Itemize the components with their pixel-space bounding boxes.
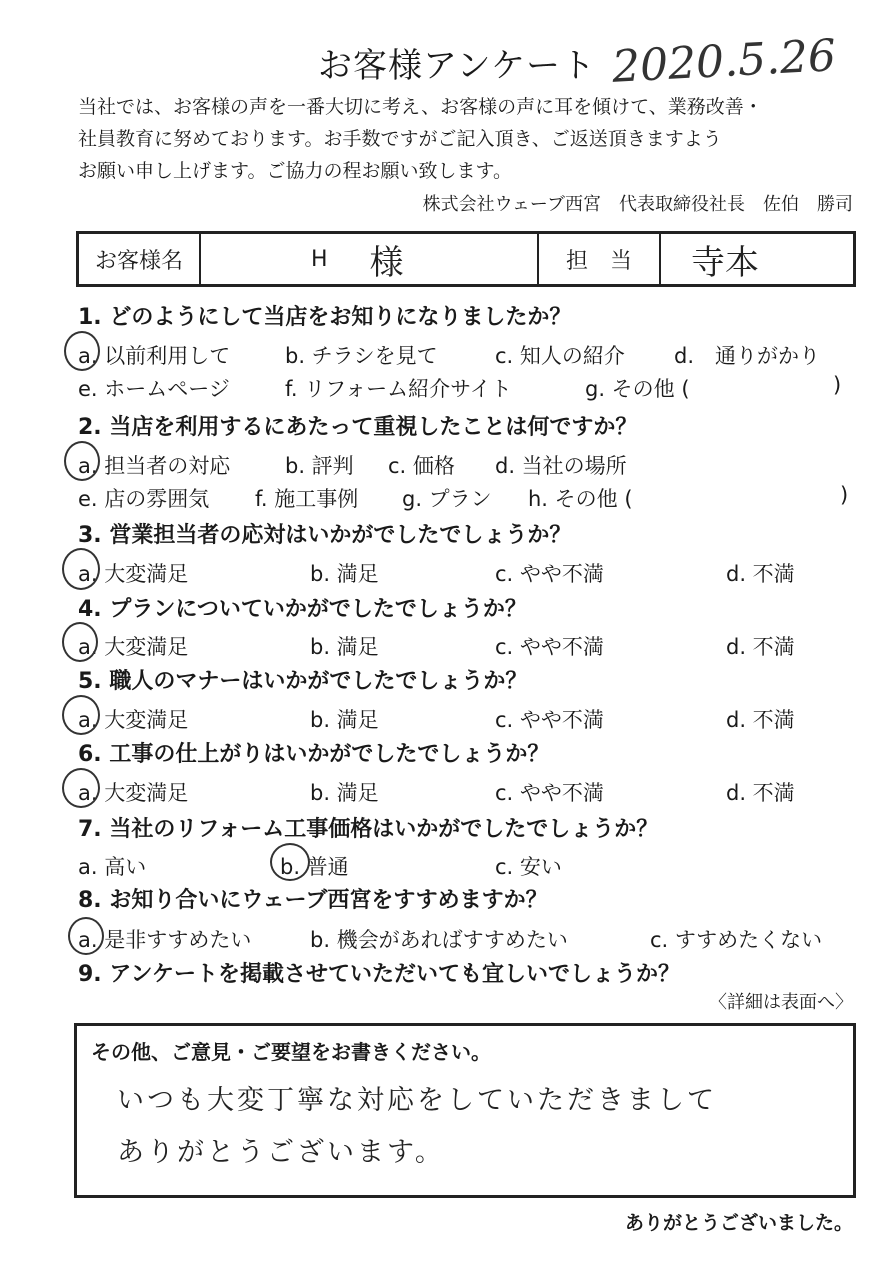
question-1: 1. どのようにして当店をお知りになりましたか？ [78,305,572,330]
question-7: 7. 当社のリフォーム工事価格はいかがでしたでしょうか？ [78,817,659,842]
q4-option-c: c. やや不満 [495,635,604,659]
q1-option-g: g. その他 ( [585,377,690,401]
q6-option-b: b. 満足 [310,781,379,805]
staff-label: 担 当 [539,234,661,284]
q1-option-d: d. 通りがかり [674,344,821,368]
q4-option-d: d. 不満 [726,635,795,659]
q6-option-c: c. やや不満 [495,781,604,805]
q2-option-a: a. 担当者の対応 [78,454,231,478]
q6-option-d: d. 不満 [726,781,795,805]
q1-option-f: f. リフォーム紹介サイト [285,377,512,401]
question-2: 2. 当店を利用するにあたって重視したことは何ですか？ [78,415,638,440]
answer-circle-q4 [62,622,98,662]
customer-name-value: H [311,246,328,272]
q2-option-h-close: ) [840,483,849,507]
q1-option-g-close: ) [833,373,842,397]
q2-option-d: d. 当社の場所 [495,454,627,478]
q7-option-c: c. 安い [495,855,562,879]
answer-circle-q8 [68,917,104,955]
intro-line-3: お願い申し上げます。ご協力の程お願い致します。 [78,160,512,182]
q5-option-c: c. やや不満 [495,708,604,732]
question-9: 9. アンケートを掲載させていただいても宜しいでしょうか？ [78,962,681,987]
q2-option-h: h. その他 ( [528,487,633,511]
answer-circle-q7 [270,843,310,881]
comment-line-1: いつも大変丁寧な対応をしていただきまして [117,1085,717,1116]
customer-sama: 様 [369,242,404,283]
form-title: お客様アンケート [318,46,596,86]
closing-thanks: ありがとうございました。 [624,1212,853,1234]
q2-option-f: f. 施工事例 [255,487,359,511]
question-3: 3. 営業担当者の応対はいかがでしたでしょうか？ [78,523,572,548]
q7-option-a: a. 高い [78,855,147,879]
question-6: 6. 工事の仕上がりはいかがでしたでしょうか？ [78,742,550,767]
staff-cell [661,234,853,284]
q1-option-c: c. 知人の紹介 [495,344,625,368]
handwritten-date: 2020.5.26 [610,30,838,93]
q8-option-b: b. 機会があればすすめたい [310,928,568,952]
company-signature: 株式会社ウェーブ西宮 代表取締役社長 佐伯 勝司 [422,194,853,215]
q6-option-a: a. 大変満足 [78,781,189,805]
q2-option-g: g. プラン [402,487,492,511]
answer-circle-q3 [62,548,100,590]
q3-option-d: d. 不満 [726,562,795,586]
answer-circle-q6 [62,768,100,808]
q5-option-a: a. 大変満足 [78,708,189,732]
q7-option-b: b. 普通 [280,855,349,879]
question-8: 8. お知り合いにウェーブ西宮をすすめますか？ [78,888,548,913]
detail-note: 〈詳細は表面へ〉 [709,992,853,1013]
question-4: 4. プランについていかがでしたでしょうか？ [78,597,527,622]
q3-option-a: a. 大変満足 [78,562,189,586]
q1-option-a: a. 以前利用して [78,344,231,368]
answer-circle-q1 [64,331,100,371]
q2-option-e: e. 店の雰囲気 [78,487,210,511]
q8-option-a: a. 是非すすめたい [78,928,252,952]
comment-line-2: ありがとうございます。 [117,1137,445,1168]
q2-option-b: b. 評判 [285,454,354,478]
intro-line-1: 当社では、お客様の声を一番大切に考え、お客様の声に耳を傾けて、業務改善・ [78,96,763,118]
answer-circle-q5 [62,695,100,735]
comment-box [74,1023,856,1198]
staff-value: 寺本 [691,242,759,283]
q5-option-d: d. 不満 [726,708,795,732]
customer-name-label: お客様名 [79,234,201,284]
q5-option-b: b. 満足 [310,708,379,732]
q1-option-b: b. チラシを見て [285,344,438,368]
comment-heading: その他、ご意見・ご要望をお書きください。 [91,1040,491,1064]
q3-option-c: c. やや不満 [495,562,604,586]
q2-option-c: c. 価格 [388,454,455,478]
answer-circle-q2 [64,441,100,481]
q4-option-a: a. 大変満足 [78,635,189,659]
intro-line-2: 社員教育に努めております。お手数ですがご記入頂き、ご返送頂きますよう [78,128,722,150]
customer-info-box [76,231,856,287]
q4-option-b: b. 満足 [310,635,379,659]
q8-option-c: c. すすめたくない [650,928,823,952]
question-5: 5. 職人のマナーはいかがでしたでしょうか？ [78,669,528,694]
q1-option-e: e. ホームページ [78,377,230,401]
customer-name-cell [201,234,539,284]
q3-option-b: b. 満足 [310,562,379,586]
